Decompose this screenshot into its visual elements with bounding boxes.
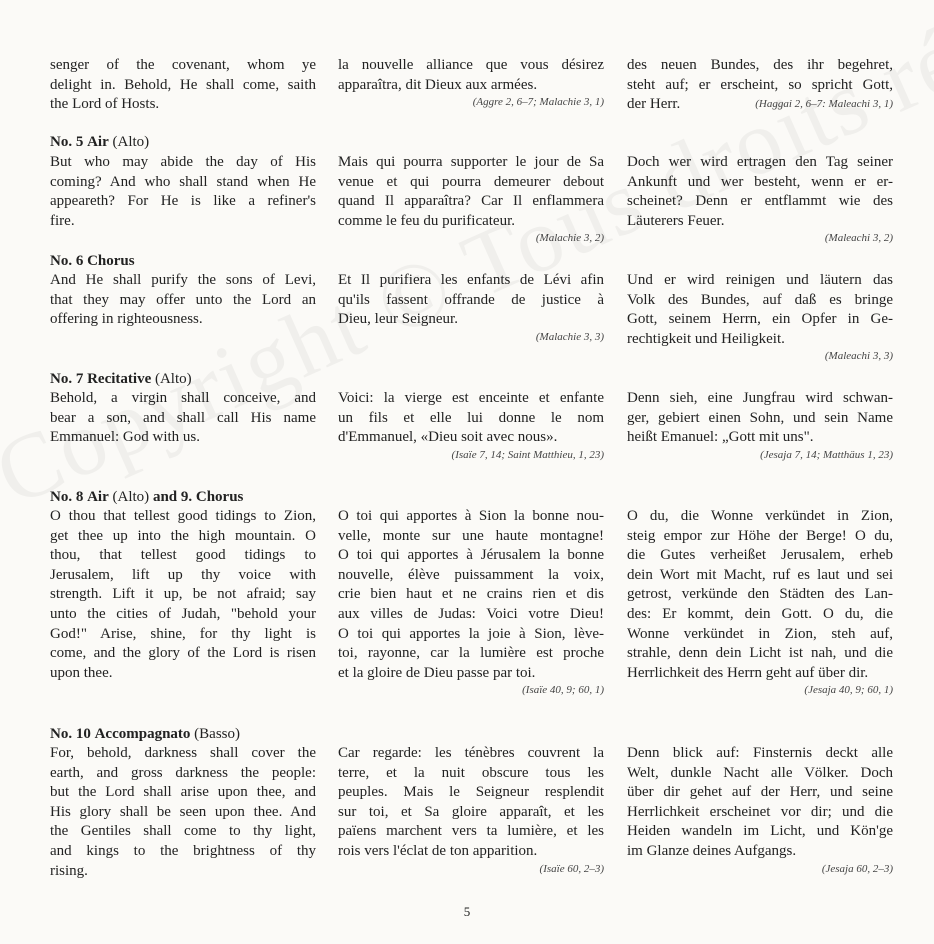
text-line-fr: Dieu, leur Seigneur.	[338, 311, 458, 328]
section-number: No. 7	[50, 371, 84, 387]
text-line-en: rising.	[50, 862, 88, 879]
text-line-de: der Herr.	[627, 96, 681, 113]
scripture-reference-fr: (Aggre 2, 6–7; Malachie 3, 1)	[472, 96, 604, 109]
text-line-fr: la nouvelle alliance que vous désirez	[338, 57, 604, 73]
scripture-reference-fr: (Malachie 3, 3)	[535, 330, 604, 343]
text-line-en: Jerusalem, lift up thy voice with	[50, 566, 316, 583]
text-line-en: upon thee.	[50, 664, 113, 681]
text-line-fr: O toi qui apportes à Sion la bonne nou-	[338, 508, 604, 524]
text-line-fr: Mais qui pourra supporter le jour de Sa	[338, 154, 604, 170]
text-line-en: Behold, a virgin shall conceive, and	[50, 390, 316, 406]
section-voice: (Basso)	[194, 726, 240, 742]
text-line-fr: velle, monte sur une haute montagne!	[338, 527, 604, 544]
section-title: Air	[87, 489, 109, 505]
text-line-de: Herrlichkeit erscheinet vor dir; und die	[627, 803, 893, 820]
section-voice: (Alto)	[112, 489, 150, 505]
text-line-en: the Lord of Hosts.	[50, 96, 160, 113]
section-extra: and 9. Chorus	[152, 489, 244, 505]
section-header	[50, 488, 243, 508]
text-line-en: fire.	[50, 212, 75, 229]
text-line-de: heißt Emanuel: „Gott mit uns".	[627, 429, 814, 446]
text-line-en: delight in. Behold, He shall come, saith	[50, 76, 316, 93]
scripture-reference-de: (Jesaja 7, 14; Matthäus 1, 23)	[760, 448, 893, 461]
text-line-de: im Glanze deines Aufgangs.	[627, 843, 797, 859]
section-header	[50, 725, 240, 745]
scripture-reference-fr: (Isaïe 60, 2–3)	[539, 862, 604, 875]
text-line-de: Läuterers Feuer.	[627, 212, 725, 229]
section-number: No. 6	[50, 253, 84, 269]
text-line-fr: un fils et elle lui donne le nom	[338, 409, 604, 426]
text-line-de: Wonne verkündet in Zion, steh auf,	[627, 625, 893, 642]
text-line-en: the Gentiles shall come to thy light,	[50, 823, 316, 840]
scripture-reference-de: (Haggai 2, 6–7: Maleachi 3, 1)	[755, 98, 893, 111]
text-line-de: steig empor zur Höhe der Berge! O du,	[627, 527, 893, 544]
section-title: Recitative	[87, 371, 152, 387]
text-line-de: strahle, denn dein Licht ist nah, und die	[627, 645, 893, 662]
scripture-reference-de: (Maleachi 3, 3)	[824, 350, 893, 363]
text-line-de: Heiden wandeln im Licht, und Kön'ge	[627, 823, 893, 840]
text-line-de: Ankunft und wer besteht, wenn er er-	[627, 173, 893, 190]
text-line-fr: O toi qui apportes à Jérusalem la bonne	[338, 547, 604, 564]
section-number: No. 8	[50, 489, 84, 505]
text-line-de: scheinet? Denn er entflammt wie des	[627, 193, 893, 210]
text-line-en: come, and the glory of the Lord is risen	[50, 645, 316, 662]
text-line-fr: peuples. Mais le Seigneur resplendit	[338, 784, 604, 801]
section-number: No. 10	[50, 726, 91, 742]
text-line-en: but the Lord shall arise upon thee, and	[50, 784, 316, 801]
text-line-fr: toi, rayonne, car la lumière est proche	[338, 645, 604, 662]
text-line-en: earth, and gross darkness the people:	[50, 764, 316, 781]
text-line-en: O thou that tellest good tidings to Zion,	[50, 508, 316, 524]
text-line-en: coming? And who shall stand when He	[50, 173, 316, 190]
scripture-reference-de: (Jesaja 60, 2–3)	[821, 862, 893, 875]
text-line-de: Volk des Bundes, auf daß es bringe	[627, 291, 893, 308]
text-line-de: Denn sieh, eine Jungfrau wird schwan-	[627, 390, 893, 406]
text-line-en: God!" Arise, shine, for thy light is	[50, 625, 316, 642]
text-line-fr: venue et qui pourra demeurer debout	[338, 173, 604, 190]
text-line-fr: terre, et la nuit obscure tous les	[338, 764, 604, 781]
text-line-de: Und er wird reinigen und läutern das	[627, 272, 893, 288]
section-title: Accompagnato	[94, 726, 191, 742]
section-voice: (Alto)	[112, 134, 150, 150]
text-line-fr: païens marchent vers ta lumière, et les	[338, 823, 604, 840]
text-line-de: Doch wer wird ertragen den Tag seiner	[627, 154, 893, 170]
scripture-reference-de: (Jesaja 40, 9; 60, 1)	[804, 684, 893, 697]
scripture-reference-fr: (Malachie 3, 2)	[535, 232, 604, 245]
text-line-en: and kings to the brightness of thy	[50, 843, 316, 859]
text-line-fr: Et Il purifiera les enfants de Lévi afin	[338, 272, 604, 288]
text-line-de: die Gutes verheißet Jerusalem, erheb	[627, 547, 893, 564]
section-title: Chorus	[87, 253, 135, 269]
text-line-en: appeareth? For He is like a refiner's	[50, 193, 316, 210]
text-line-fr: Voici: la vierge est enceinte et enfante	[338, 390, 604, 406]
text-line-en: get thee up into the high mountain. O	[50, 527, 316, 544]
text-line-en: offering in righteousness.	[50, 311, 203, 328]
text-line-de: getrost, verkünde den Städten des Lan-	[627, 586, 893, 603]
text-line-en: bear a son, and shall call His name	[50, 409, 316, 426]
text-line-de: Welt, dunkle Nacht alle Völker. Doch	[627, 764, 893, 781]
text-line-fr: qu'ils fassent offrande de justice à	[338, 291, 604, 308]
text-line-de: über dir gehet auf der Herr, und seine	[627, 784, 893, 801]
text-line-de: rechtigkeit und Heiligkeit.	[627, 330, 785, 347]
text-line-de: des neuen Bundes, des ihr begehret,	[627, 57, 893, 73]
text-line-fr: comme le feu du purificateur.	[338, 212, 516, 229]
text-line-en: thou, that tellest good tidings to	[50, 547, 316, 564]
section-voice: (Alto)	[154, 371, 192, 387]
text-line-en: But who may abide the day of His	[50, 154, 316, 170]
text-line-de: Herrlichkeit des Herrn geht auf über dir.	[627, 664, 869, 681]
text-line-en: senger of the covenant, whom ye	[50, 57, 316, 73]
text-line-en: For, behold, darkness shall cover the	[50, 745, 316, 761]
scripture-reference-de: (Maleachi 3, 2)	[824, 232, 893, 245]
text-line-fr: quand Il apparaîtra? Car Il enflammera	[338, 193, 604, 210]
text-line-de: Denn blick auf: Finsternis deckt alle	[627, 745, 893, 761]
text-line-fr: et la gloire de Dieu passe par toi.	[338, 664, 536, 681]
text-line-fr: nouvelle, élève puissamment la voix,	[338, 566, 604, 583]
text-line-fr: crie bien haut et ne crains rien et dis	[338, 586, 604, 603]
section-header	[50, 252, 135, 272]
text-line-de: O du, die Wonne verkündet in Zion,	[627, 508, 893, 524]
text-line-fr: aux villes de Judas: Voici votre Dieu!	[338, 606, 604, 622]
text-line-en: Emmanuel: God with us.	[50, 429, 200, 446]
text-line-fr: rois vers l'éclat de ton apparition.	[338, 843, 538, 859]
scripture-reference-fr: (Isaïe 7, 14; Saint Matthieu, 1, 23)	[451, 448, 604, 461]
section-header	[50, 133, 149, 153]
text-line-de: steht auf; er erscheint, so spricht Gott,	[627, 76, 893, 93]
text-line-en: that they may offer unto the Lord an	[50, 291, 316, 308]
text-line-fr: Car regarde: les ténèbres couvrent la	[338, 745, 604, 761]
text-line-en: unto the cities of Judah, "behold your	[50, 606, 316, 622]
section-title: Air	[87, 134, 109, 150]
text-line-fr: apparaîtra, dit Dieux aux armées.	[338, 76, 538, 93]
text-line-de: des: Er kommt, dein Gott. O du, die	[627, 606, 893, 622]
scripture-reference-fr: (Isaïe 40, 9; 60, 1)	[522, 684, 604, 697]
text-line-fr: sur toi, et Sa gloire apparaît, et les	[338, 803, 604, 820]
text-line-en: His glory shall be seen upon thee. And	[50, 803, 316, 820]
page-number: 5	[463, 904, 471, 919]
text-line-de: Gott, seinem Herrn, ein Opfer in Ge-	[627, 311, 893, 328]
section-header	[50, 370, 192, 390]
text-line-fr: d'Emmanuel, «Dieu soit avec nous».	[338, 429, 558, 446]
text-line-en: And He shall purify the sons of Levi,	[50, 272, 316, 288]
text-line-fr: O toi qui apportes la joie à Sion, lève-	[338, 625, 604, 642]
text-line-de: ger, gebiert einen Sohn, und sein Name	[627, 409, 893, 426]
section-number: No. 5	[50, 134, 84, 150]
text-line-en: strength. Lift it up, be not afraid; say	[50, 586, 316, 603]
text-line-de: dein Wort mit Macht, ruf es laut und sei	[627, 566, 893, 583]
